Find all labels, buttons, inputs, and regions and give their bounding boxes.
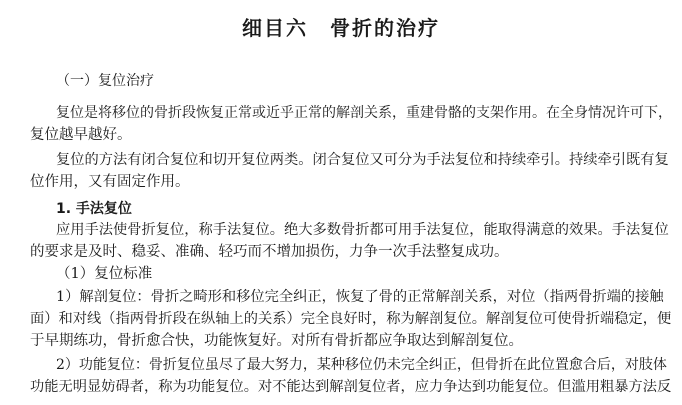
paragraph-line: 的要求是及时、稳妥、准确、轻巧而不增加损伤，力争一次手法整复成功。 bbox=[30, 244, 509, 260]
paragraph-line: 复位的方法有闭合复位和切开复位两类。闭合复位又可分为手法复位和持续牵引。持续牵引既有复 bbox=[56, 152, 669, 168]
paragraph-line: 复位是将移位的骨折段恢复正常或近乎正常的解剖关系，重建骨骼的支架作用。在全身情况许可下， bbox=[56, 105, 672, 121]
paragraph-line: 功能无明显妨碍者，称为功能复位。对不能达到解剖复位者，应力争达到功能复位。但滥用粗暴方法反 bbox=[30, 379, 672, 395]
paragraph-line: 于早期练功，骨折愈合快，功能恢复好。对所有骨折都应争取达到解剖复位。 bbox=[30, 333, 523, 349]
subsection-heading: 1. 手法复位 bbox=[56, 201, 132, 217]
paragraph-line: 应用手法使骨折复位，称手法复位。绝大多数骨折都可用手法复位，能取得满意的效果。手法复位 bbox=[56, 222, 669, 238]
paragraph-line: 面）和对线（指两骨折段在纵轴上的关系）完全良好时，称为解剖复位。解剖复位可使骨折端稳定，便 bbox=[30, 311, 672, 327]
list-heading: （1）复位标准 bbox=[56, 266, 153, 282]
page-title: 细目六 骨折的治疗 bbox=[242, 16, 440, 40]
paragraph-line: 复位越早越好。 bbox=[30, 127, 132, 143]
paragraph-line: 1）解剖复位：骨折之畸形和移位完全纠正，恢复了骨的正常解剖关系，对位（指两骨折端的接触 bbox=[56, 289, 664, 305]
paragraph-line: 位作用，又有固定作用。 bbox=[30, 174, 190, 190]
section-heading: （一）复位治疗 bbox=[56, 73, 154, 89]
paragraph-line: 2）功能复位：骨折复位虽尽了最大努力，某种移位仍未完全纠正，但骨折在此位置愈合后，对肢体 bbox=[56, 357, 667, 373]
